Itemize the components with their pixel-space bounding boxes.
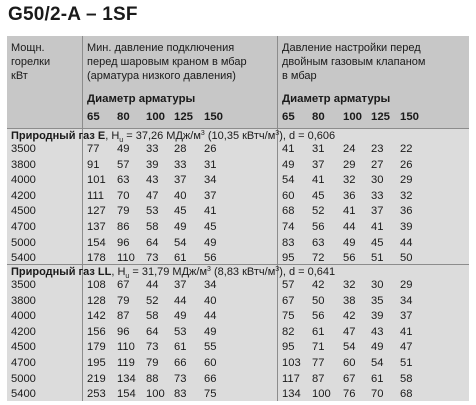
set-pressure-cell: 27: [371, 158, 384, 171]
set-pressure-cell: 60: [343, 357, 356, 369]
diameter-min-3: 125: [174, 111, 194, 123]
power-cell: 5000: [11, 236, 36, 249]
header-set-pressure: [282, 41, 425, 83]
set-pressure-cell: 50: [312, 294, 325, 307]
set-pressure-cell: 26: [400, 158, 413, 171]
set-pressure-cell: 37: [312, 158, 325, 171]
header-set-line: двойным газовым клапаном: [282, 56, 426, 68]
set-pressure-cell: 23: [371, 143, 384, 155]
set-pressure-cell: 36: [400, 205, 413, 218]
header-power-line: Мощн.: [11, 42, 45, 54]
diameter-label-min: Диаметр арматуры: [87, 93, 196, 105]
set-pressure-cell: 29: [400, 279, 413, 291]
min-pressure-cell: 253: [87, 388, 106, 401]
power-cell: 5400: [11, 252, 36, 265]
min-pressure-cell: 47: [146, 189, 159, 202]
min-pressure-cell: 86: [117, 221, 130, 233]
diameter-min-1: 80: [117, 111, 130, 123]
power-cell: 4200: [11, 189, 36, 202]
min-pressure-cell: 41: [204, 205, 217, 218]
set-pressure-cell: 61: [312, 325, 325, 338]
min-pressure-cell: 156: [87, 325, 106, 338]
set-pressure-cell: 54: [343, 341, 356, 354]
min-pressure-cell: 58: [146, 221, 159, 233]
min-pressure-cell: 61: [174, 252, 187, 265]
min-pressure-cell: 58: [146, 310, 159, 323]
document-title: G50/2-A – 1SF: [8, 4, 138, 25]
set-pressure-cell: 29: [343, 158, 356, 171]
min-pressure-cell: 66: [204, 372, 217, 385]
min-pressure-cell: 127: [87, 205, 106, 218]
pressure-table: [7, 36, 469, 401]
min-pressure-cell: 49: [174, 221, 187, 233]
gas-params: , H: [111, 266, 126, 278]
gas-params: ), d = 0,606: [279, 130, 336, 142]
min-pressure-cell: 49: [174, 310, 187, 323]
gas-params: 3: [275, 130, 280, 137]
power-cell: 4200: [11, 325, 36, 338]
set-pressure-cell: 31: [312, 143, 325, 155]
column-divider: [82, 36, 83, 401]
set-pressure-cell: 33: [371, 189, 384, 202]
power-cell: 5400: [11, 388, 36, 401]
gas-params: ), d = 0,641: [279, 266, 336, 278]
set-pressure-cell: 103: [282, 357, 301, 369]
min-pressure-cell: 45: [174, 205, 187, 218]
min-pressure-cell: 96: [117, 236, 130, 249]
power-cell: 5000: [11, 372, 36, 385]
power-cell: 4700: [11, 357, 36, 369]
set-pressure-cell: 42: [343, 310, 356, 323]
min-pressure-cell: 91: [87, 158, 100, 171]
min-pressure-cell: 66: [174, 357, 187, 369]
min-pressure-cell: 70: [117, 189, 130, 202]
set-pressure-cell: 41: [371, 221, 384, 233]
diameter-set-2: 100: [343, 111, 363, 123]
set-pressure-cell: 87: [312, 372, 325, 385]
set-pressure-cell: 41: [343, 205, 356, 218]
min-pressure-cell: 178: [87, 252, 106, 265]
gas-name: Природный газ LL: [11, 266, 112, 278]
min-pressure-cell: 33: [146, 143, 159, 155]
min-pressure-cell: 44: [174, 294, 187, 307]
set-pressure-cell: 95: [282, 341, 295, 354]
set-pressure-cell: 22: [400, 143, 413, 155]
set-pressure-cell: 49: [282, 158, 295, 171]
set-pressure-cell: 63: [312, 236, 325, 249]
set-pressure-cell: 47: [343, 325, 356, 338]
min-pressure-cell: 55: [204, 341, 217, 354]
min-pressure-cell: 154: [87, 236, 106, 249]
min-pressure-cell: 137: [87, 221, 106, 233]
set-pressure-cell: 41: [312, 174, 325, 187]
min-pressure-cell: 79: [117, 294, 130, 307]
diameter-min-2: 100: [146, 111, 166, 123]
min-pressure-cell: 110: [117, 341, 135, 354]
set-pressure-cell: 30: [371, 174, 384, 187]
set-pressure-cell: 37: [400, 310, 413, 323]
set-pressure-cell: 75: [282, 310, 295, 323]
set-pressure-cell: 61: [371, 372, 384, 385]
row-divider: [7, 128, 469, 129]
set-pressure-cell: 41: [282, 143, 295, 155]
set-pressure-cell: 58: [400, 372, 413, 385]
min-pressure-cell: 63: [117, 174, 130, 187]
gas-name: Природный газ E: [11, 130, 106, 142]
min-pressure-cell: 33: [174, 158, 187, 171]
header-power-line: кВт: [11, 70, 28, 82]
gas-params: = 31,79 МДж/м: [129, 266, 208, 278]
min-pressure-cell: 37: [174, 279, 187, 291]
min-pressure-cell: 79: [146, 357, 159, 369]
min-pressure-cell: 179: [87, 341, 106, 354]
set-pressure-cell: 47: [400, 341, 413, 354]
power-cell: 4500: [11, 205, 36, 218]
set-pressure-cell: 32: [400, 189, 413, 202]
set-pressure-cell: 51: [400, 357, 413, 369]
power-cell: 4700: [11, 221, 36, 233]
set-pressure-cell: 82: [282, 325, 295, 338]
min-pressure-cell: 77: [87, 143, 100, 155]
min-pressure-cell: 49: [204, 325, 217, 338]
power-cell: 3500: [11, 279, 36, 291]
gas-params: (10,35 кВтч/м: [204, 130, 276, 142]
min-pressure-cell: 142: [87, 310, 106, 323]
min-pressure-cell: 52: [146, 294, 159, 307]
min-pressure-cell: 57: [117, 158, 130, 171]
set-pressure-cell: 50: [400, 252, 413, 265]
set-pressure-cell: 35: [371, 294, 384, 307]
min-pressure-cell: 83: [174, 388, 187, 401]
set-pressure-cell: 117: [282, 372, 300, 385]
set-pressure-cell: 52: [312, 205, 325, 218]
set-pressure-cell: 74: [282, 221, 295, 233]
min-pressure-cell: 73: [146, 341, 159, 354]
set-pressure-cell: 83: [282, 236, 295, 249]
power-cell: 3500: [11, 143, 36, 155]
min-pressure-cell: 110: [117, 252, 135, 265]
min-pressure-cell: 40: [204, 294, 217, 307]
min-pressure-cell: 64: [146, 236, 159, 249]
gas-params: u: [119, 137, 124, 145]
set-pressure-cell: 100: [312, 388, 331, 401]
gas-params: = 37,26 МДж/м: [123, 130, 201, 142]
min-pressure-cell: 28: [174, 143, 187, 155]
gas-params: 3: [207, 266, 211, 273]
set-pressure-cell: 24: [343, 143, 356, 155]
min-pressure-cell: 101: [87, 174, 106, 187]
set-pressure-cell: 29: [400, 174, 413, 187]
min-pressure-cell: 31: [204, 158, 217, 171]
min-pressure-cell: 100: [146, 388, 165, 401]
set-pressure-cell: 51: [371, 252, 384, 265]
gas-params: , H: [105, 130, 120, 142]
set-pressure-cell: 30: [371, 279, 384, 291]
min-pressure-cell: 75: [204, 388, 217, 401]
min-pressure-cell: 128: [87, 294, 106, 307]
header-power: [11, 41, 50, 83]
diameter-label-set: Диаметр арматуры: [282, 93, 391, 105]
min-pressure-cell: 49: [117, 143, 130, 155]
power-cell: 3800: [11, 158, 36, 171]
min-pressure-cell: 87: [117, 310, 130, 323]
min-pressure-cell: 40: [174, 189, 187, 202]
set-pressure-cell: 57: [282, 279, 295, 291]
set-pressure-cell: 41: [400, 325, 413, 338]
set-pressure-cell: 42: [312, 279, 325, 291]
set-pressure-cell: 67: [282, 294, 295, 307]
min-pressure-cell: 37: [174, 174, 187, 187]
diameter-min-0: 65: [87, 111, 100, 123]
gas-params: (8,83 кВтч/м: [210, 266, 276, 278]
set-pressure-cell: 76: [343, 388, 356, 401]
set-pressure-cell: 39: [400, 221, 413, 233]
set-pressure-cell: 44: [343, 221, 356, 233]
min-pressure-cell: 34: [204, 279, 217, 291]
min-pressure-cell: 154: [117, 388, 136, 401]
set-pressure-cell: 60: [282, 189, 295, 202]
min-pressure-cell: 43: [146, 174, 159, 187]
min-pressure-cell: 60: [204, 357, 217, 369]
set-pressure-cell: 77: [312, 357, 325, 369]
min-pressure-cell: 79: [117, 205, 130, 218]
min-pressure-cell: 61: [174, 341, 187, 354]
diameter-set-3: 125: [371, 111, 391, 123]
header-set-line: в мбар: [282, 70, 317, 82]
power-cell: 4000: [11, 310, 36, 323]
min-pressure-cell: 26: [204, 143, 217, 155]
set-pressure-cell: 49: [343, 236, 356, 249]
set-pressure-cell: 95: [282, 252, 295, 265]
gas-params: 3: [275, 266, 280, 273]
min-pressure-cell: 67: [117, 279, 130, 291]
header-set-line: Давление настройки перед: [282, 42, 421, 54]
diameter-set-4: 150: [400, 111, 420, 123]
set-pressure-cell: 38: [343, 294, 356, 307]
set-pressure-cell: 68: [282, 205, 295, 218]
gas-params: u: [125, 273, 130, 281]
min-pressure-cell: 64: [146, 325, 159, 338]
diameter-set-1: 80: [312, 111, 325, 123]
min-pressure-cell: 108: [87, 279, 106, 291]
power-cell: 3800: [11, 294, 36, 307]
set-pressure-cell: 54: [282, 174, 295, 187]
header-min-line: Мин. давление подключения: [87, 42, 235, 54]
set-pressure-cell: 32: [343, 174, 356, 187]
min-pressure-cell: 49: [204, 236, 217, 249]
min-pressure-cell: 219: [87, 372, 106, 385]
min-pressure-cell: 39: [146, 158, 159, 171]
min-pressure-cell: 56: [204, 252, 217, 265]
set-pressure-cell: 68: [400, 388, 413, 401]
set-pressure-cell: 49: [371, 341, 384, 354]
set-pressure-cell: 56: [343, 252, 356, 265]
set-pressure-cell: 45: [371, 236, 384, 249]
min-pressure-cell: 134: [117, 372, 136, 385]
header-min-line: перед шаровым краном в мбар: [87, 56, 247, 68]
header-min-pressure: [87, 41, 247, 83]
header-power-line: горелки: [11, 56, 51, 68]
min-pressure-cell: 54: [174, 236, 187, 249]
set-pressure-cell: 37: [371, 205, 384, 218]
set-pressure-cell: 72: [312, 252, 325, 265]
set-pressure-cell: 67: [343, 372, 356, 385]
power-cell: 4500: [11, 341, 36, 354]
min-pressure-cell: 73: [174, 372, 187, 385]
set-pressure-cell: 36: [343, 189, 356, 202]
header-min-line: (арматура низкого давления): [87, 70, 236, 82]
set-pressure-cell: 71: [312, 341, 325, 354]
min-pressure-cell: 37: [204, 189, 217, 202]
set-pressure-cell: 44: [400, 236, 413, 249]
set-pressure-cell: 43: [371, 325, 384, 338]
set-pressure-cell: 34: [400, 294, 413, 307]
min-pressure-cell: 73: [146, 252, 159, 265]
min-pressure-cell: 119: [117, 357, 135, 369]
set-pressure-cell: 39: [371, 310, 384, 323]
min-pressure-cell: 53: [146, 205, 159, 218]
set-pressure-cell: 56: [312, 310, 325, 323]
min-pressure-cell: 44: [146, 279, 159, 291]
diameter-set-0: 65: [282, 111, 295, 123]
min-pressure-cell: 96: [117, 325, 130, 338]
diameter-min-4: 150: [204, 111, 224, 123]
set-pressure-cell: 54: [371, 357, 384, 369]
set-pressure-cell: 70: [371, 388, 384, 401]
set-pressure-cell: 32: [343, 279, 356, 291]
min-pressure-cell: 34: [204, 174, 217, 187]
min-pressure-cell: 45: [204, 221, 217, 233]
min-pressure-cell: 44: [204, 310, 217, 323]
column-divider: [277, 36, 278, 401]
min-pressure-cell: 195: [87, 357, 106, 369]
gas-params: 3: [200, 130, 205, 137]
set-pressure-cell: 56: [312, 221, 325, 233]
set-pressure-cell: 134: [282, 388, 301, 401]
power-cell: 4000: [11, 174, 36, 187]
min-pressure-cell: 53: [174, 325, 187, 338]
min-pressure-cell: 111: [87, 189, 105, 202]
set-pressure-cell: 45: [312, 189, 325, 202]
min-pressure-cell: 88: [146, 372, 159, 385]
